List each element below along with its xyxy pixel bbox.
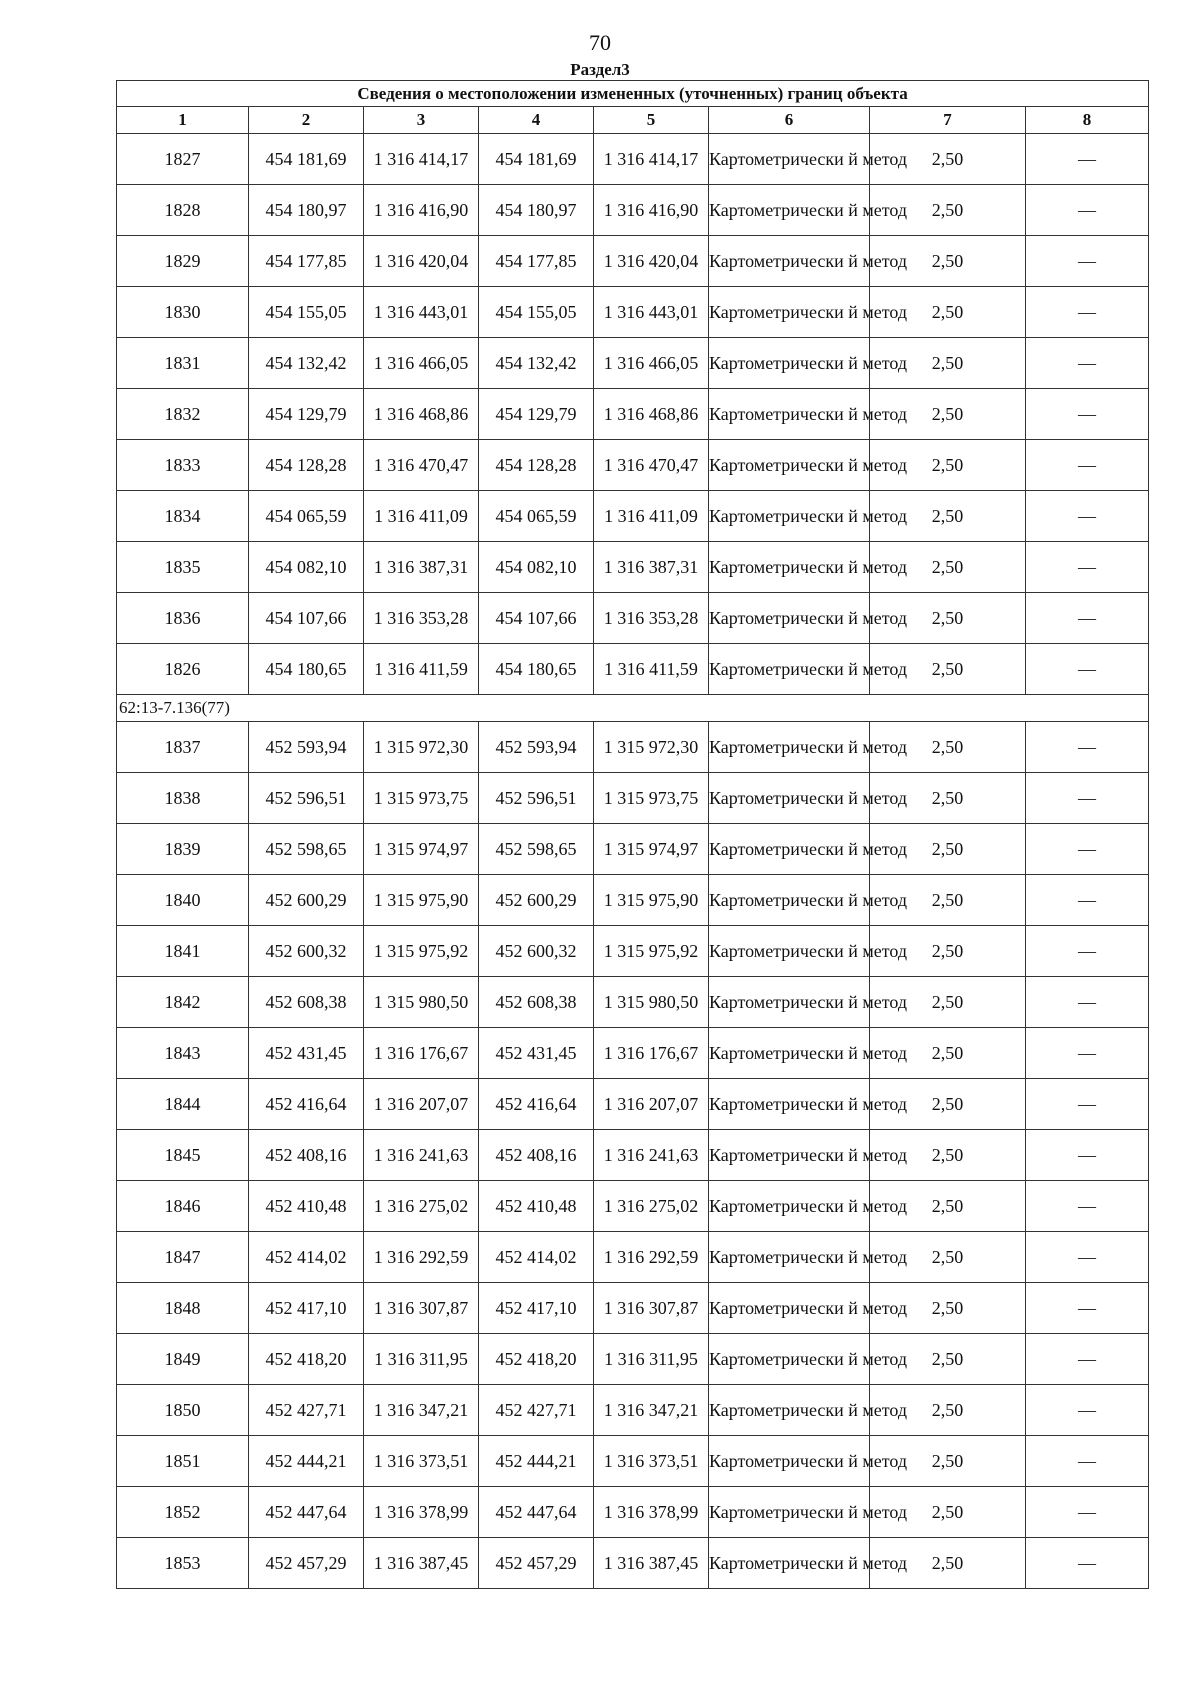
group-label: 62:13-7.136(77) — [117, 695, 1149, 722]
table-cell: 1836 — [117, 593, 249, 644]
table-cell: Картометрически й метод — [709, 1538, 870, 1589]
table-cell: 454 132,42 — [479, 338, 594, 389]
table-cell: 1 316 373,51 — [364, 1436, 479, 1487]
column-number: 7 — [870, 107, 1026, 134]
table-cell: 1 316 411,59 — [364, 644, 479, 695]
table-row — [117, 491, 1149, 542]
table-cell: Картометрически й метод — [709, 236, 870, 287]
table-cell: 452 447,64 — [249, 1487, 364, 1538]
table-cell: 1 316 353,28 — [364, 593, 479, 644]
table-cell: 1 316 378,99 — [594, 1487, 709, 1538]
table-row — [117, 1232, 1149, 1283]
table-cell: 452 417,10 — [479, 1283, 594, 1334]
table-cell: 1849 — [117, 1334, 249, 1385]
table-cell: Картометрически й метод — [709, 440, 870, 491]
table-cell: 1 315 980,50 — [364, 977, 479, 1028]
table-cell: — — [1026, 875, 1149, 926]
table-cell: 1851 — [117, 1436, 249, 1487]
table-cell: 1 316 311,95 — [364, 1334, 479, 1385]
table-cell: 1840 — [117, 875, 249, 926]
table-cell: 454 180,65 — [479, 644, 594, 695]
table-cell: Картометрически й метод — [709, 977, 870, 1028]
table-cell: 2,50 — [870, 593, 1026, 644]
table-cell: Картометрически й метод — [709, 773, 870, 824]
page-number: 70 — [589, 30, 611, 55]
table-row — [117, 875, 1149, 926]
table-cell: 454 177,85 — [479, 236, 594, 287]
table-cell: 452 427,71 — [249, 1385, 364, 1436]
table-cell: 1843 — [117, 1028, 249, 1079]
table-cell: 1 316 292,59 — [364, 1232, 479, 1283]
table-cell: 452 410,48 — [249, 1181, 364, 1232]
table-row — [117, 1283, 1149, 1334]
table-cell: 2,50 — [870, 1130, 1026, 1181]
table-cell: 1 316 411,09 — [364, 491, 479, 542]
table-cell: 1 316 207,07 — [594, 1079, 709, 1130]
group-header-row — [117, 695, 1149, 722]
table-cell: 1 316 387,45 — [364, 1538, 479, 1589]
table-cell: 1 316 420,04 — [594, 236, 709, 287]
table-cell: 454 181,69 — [479, 134, 594, 185]
table-cell: 454 128,28 — [479, 440, 594, 491]
table-cell: 1 315 975,92 — [594, 926, 709, 977]
table-cell: 2,50 — [870, 1079, 1026, 1130]
table-cell: 1 315 973,75 — [364, 773, 479, 824]
table-cell: 1 316 378,99 — [364, 1487, 479, 1538]
table-cell: 452 416,64 — [479, 1079, 594, 1130]
table-cell: — — [1026, 1232, 1149, 1283]
table-cell: 2,50 — [870, 926, 1026, 977]
table-cell: — — [1026, 542, 1149, 593]
table-cell: 1 316 241,63 — [364, 1130, 479, 1181]
table-cell: 1 316 420,04 — [364, 236, 479, 287]
table-cell: 2,50 — [870, 977, 1026, 1028]
table-cell: 1834 — [117, 491, 249, 542]
section-title: Раздел3 — [570, 60, 630, 79]
table-cell: 1 315 974,97 — [594, 824, 709, 875]
table-cell: Картометрически й метод — [709, 542, 870, 593]
table-cell: 452 457,29 — [249, 1538, 364, 1589]
table-row — [117, 389, 1149, 440]
table-cell: Картометрически й метод — [709, 185, 870, 236]
table-cell: 2,50 — [870, 644, 1026, 695]
table-cell: Картометрически й метод — [709, 287, 870, 338]
table-cell: 1 315 975,92 — [364, 926, 479, 977]
table-cell: — — [1026, 1436, 1149, 1487]
table-cell: 452 447,64 — [479, 1487, 594, 1538]
table-cell: 452 431,45 — [249, 1028, 364, 1079]
table-cell: Картометрически й метод — [709, 1283, 870, 1334]
table-cell: 452 600,29 — [249, 875, 364, 926]
table-row — [117, 1130, 1149, 1181]
table-cell: 1 316 275,02 — [364, 1181, 479, 1232]
table-cell: 1 315 973,75 — [594, 773, 709, 824]
table-cell: Картометрически й метод — [709, 1334, 870, 1385]
table-cell: Картометрически й метод — [709, 1130, 870, 1181]
table-cell: 1841 — [117, 926, 249, 977]
table-cell: Картометрически й метод — [709, 338, 870, 389]
table-cell: 1 316 347,21 — [594, 1385, 709, 1436]
column-number: 8 — [1026, 107, 1149, 134]
table-cell: 452 418,20 — [479, 1334, 594, 1385]
table-cell: 1837 — [117, 722, 249, 773]
column-number: 6 — [709, 107, 870, 134]
table-cell: — — [1026, 926, 1149, 977]
table-cell: 2,50 — [870, 1538, 1026, 1589]
table-cell: 1 315 975,90 — [594, 875, 709, 926]
table-cell: 452 593,94 — [479, 722, 594, 773]
table-cell: Картометрически й метод — [709, 1028, 870, 1079]
table-cell: 452 414,02 — [249, 1232, 364, 1283]
table-cell: Картометрически й метод — [709, 389, 870, 440]
table-cell: — — [1026, 1538, 1149, 1589]
table-cell: 1 316 275,02 — [594, 1181, 709, 1232]
table-cell: 452 416,64 — [249, 1079, 364, 1130]
table-row — [117, 236, 1149, 287]
table-cell: — — [1026, 722, 1149, 773]
table-cell: Картометрически й метод — [709, 875, 870, 926]
table-cell: 1 316 307,87 — [594, 1283, 709, 1334]
table-cell: 2,50 — [870, 1283, 1026, 1334]
table-cell: 452 608,38 — [249, 977, 364, 1028]
table-cell: 1842 — [117, 977, 249, 1028]
table-cell: 1 316 466,05 — [594, 338, 709, 389]
table-cell: 454 132,42 — [249, 338, 364, 389]
table-cell: 1 316 387,45 — [594, 1538, 709, 1589]
table-cell: 1831 — [117, 338, 249, 389]
table-cell: — — [1026, 1181, 1149, 1232]
table-cell: 2,50 — [870, 542, 1026, 593]
table-caption-row — [117, 81, 1149, 107]
table-cell: 452 414,02 — [479, 1232, 594, 1283]
table-cell: 1 316 414,17 — [594, 134, 709, 185]
table-cell: 1828 — [117, 185, 249, 236]
table-cell: 452 600,29 — [479, 875, 594, 926]
table-row — [117, 722, 1149, 773]
table-cell: 1847 — [117, 1232, 249, 1283]
table-row — [117, 287, 1149, 338]
column-number: 1 — [117, 107, 249, 134]
table-cell: Картометрически й метод — [709, 593, 870, 644]
table-cell: 1 316 416,90 — [364, 185, 479, 236]
table-cell: 454 082,10 — [479, 542, 594, 593]
table-cell: — — [1026, 491, 1149, 542]
table-cell: — — [1026, 773, 1149, 824]
coordinates-table — [116, 80, 1149, 1589]
table-cell: 1 315 972,30 — [594, 722, 709, 773]
table-cell: 1 316 468,86 — [364, 389, 479, 440]
table-cell: 454 155,05 — [249, 287, 364, 338]
table-cell: 1 315 975,90 — [364, 875, 479, 926]
table-cell: 2,50 — [870, 1385, 1026, 1436]
table-cell: 1839 — [117, 824, 249, 875]
table-cell: 2,50 — [870, 236, 1026, 287]
column-number: 2 — [249, 107, 364, 134]
table-row — [117, 824, 1149, 875]
table-cell: 2,50 — [870, 1334, 1026, 1385]
table-cell: 1830 — [117, 287, 249, 338]
table-cell: 452 444,21 — [479, 1436, 594, 1487]
table-cell: 452 598,65 — [249, 824, 364, 875]
table-cell: 1 316 443,01 — [364, 287, 479, 338]
table-cell: 452 417,10 — [249, 1283, 364, 1334]
table-cell: — — [1026, 1130, 1149, 1181]
table-row — [117, 134, 1149, 185]
table-cell: 454 180,97 — [479, 185, 594, 236]
table-cell: 2,50 — [870, 287, 1026, 338]
table-cell: 454 155,05 — [479, 287, 594, 338]
table-row — [117, 926, 1149, 977]
table-cell: — — [1026, 1028, 1149, 1079]
table-cell: 452 596,51 — [249, 773, 364, 824]
table-cell: 1848 — [117, 1283, 249, 1334]
table-cell: Картометрически й метод — [709, 722, 870, 773]
table-cell: 1 316 176,67 — [364, 1028, 479, 1079]
table-cell: — — [1026, 1334, 1149, 1385]
table-cell: Картометрически й метод — [709, 491, 870, 542]
table-cell: 2,50 — [870, 875, 1026, 926]
table-cell: 1850 — [117, 1385, 249, 1436]
table-cell: Картометрически й метод — [709, 1079, 870, 1130]
table-cell: 452 408,16 — [479, 1130, 594, 1181]
table-row — [117, 644, 1149, 695]
table-row — [117, 185, 1149, 236]
table-cell: 2,50 — [870, 1487, 1026, 1538]
table-cell: Картометрически й метод — [709, 644, 870, 695]
table-cell: 1827 — [117, 134, 249, 185]
table-cell: — — [1026, 338, 1149, 389]
table-cell: Картометрически й метод — [709, 1487, 870, 1538]
table-cell: 452 457,29 — [479, 1538, 594, 1589]
table-cell: 2,50 — [870, 134, 1026, 185]
table-cell: Картометрически й метод — [709, 926, 870, 977]
table-cell: 454 128,28 — [249, 440, 364, 491]
table-row — [117, 1436, 1149, 1487]
table-cell: — — [1026, 644, 1149, 695]
table-cell: 2,50 — [870, 824, 1026, 875]
table-cell: 1 316 466,05 — [364, 338, 479, 389]
table-row — [117, 773, 1149, 824]
table-cell: — — [1026, 236, 1149, 287]
table-cell: 454 107,66 — [479, 593, 594, 644]
table-cell: 1 315 974,97 — [364, 824, 479, 875]
table-cell: 452 410,48 — [479, 1181, 594, 1232]
column-number: 3 — [364, 107, 479, 134]
table-row — [117, 977, 1149, 1028]
table-cell: 1 316 411,59 — [594, 644, 709, 695]
table-cell: 1 316 470,47 — [364, 440, 479, 491]
table-row — [117, 1385, 1149, 1436]
table-cell: — — [1026, 440, 1149, 491]
table-cell: 1 316 443,01 — [594, 287, 709, 338]
table-cell: 2,50 — [870, 440, 1026, 491]
table-cell: 452 408,16 — [249, 1130, 364, 1181]
table-cell: 452 596,51 — [479, 773, 594, 824]
table-cell: 2,50 — [870, 1181, 1026, 1232]
table-cell: 1 316 307,87 — [364, 1283, 479, 1334]
table-cell: Картометрически й метод — [709, 1385, 870, 1436]
table-cell: Картометрически й метод — [709, 1232, 870, 1283]
table-cell: 1 316 414,17 — [364, 134, 479, 185]
table-row — [117, 1079, 1149, 1130]
table-cell: 1835 — [117, 542, 249, 593]
table-cell: 1 316 311,95 — [594, 1334, 709, 1385]
table-cell: — — [1026, 389, 1149, 440]
table-cell: 454 129,79 — [249, 389, 364, 440]
table-cell: Картометрически й метод — [709, 1436, 870, 1487]
table-cell: 1 316 176,67 — [594, 1028, 709, 1079]
table-cell: — — [1026, 1487, 1149, 1538]
table-cell: 454 180,65 — [249, 644, 364, 695]
table-cell: 454 065,59 — [479, 491, 594, 542]
table-cell: 1846 — [117, 1181, 249, 1232]
table-cell: 1 316 411,09 — [594, 491, 709, 542]
column-number: 5 — [594, 107, 709, 134]
table-body — [117, 134, 1149, 1589]
table-cell: 454 180,97 — [249, 185, 364, 236]
table-cell: 454 082,10 — [249, 542, 364, 593]
table-cell: Картометрически й метод — [709, 1181, 870, 1232]
table-cell: 1852 — [117, 1487, 249, 1538]
table-row — [117, 1028, 1149, 1079]
table-cell: Картометрически й метод — [709, 134, 870, 185]
table-cell: 1 316 353,28 — [594, 593, 709, 644]
table-cell: — — [1026, 1385, 1149, 1436]
table-cell: 452 427,71 — [479, 1385, 594, 1436]
table-row — [117, 593, 1149, 644]
table-row — [117, 1487, 1149, 1538]
table-cell: 1 316 207,07 — [364, 1079, 479, 1130]
table-row — [117, 440, 1149, 491]
table-cell: 452 431,45 — [479, 1028, 594, 1079]
table-cell: 2,50 — [870, 185, 1026, 236]
table-cell: 454 177,85 — [249, 236, 364, 287]
table-cell: 452 600,32 — [479, 926, 594, 977]
table-cell: 2,50 — [870, 338, 1026, 389]
table-cell: 1 316 468,86 — [594, 389, 709, 440]
table-cell: — — [1026, 134, 1149, 185]
table-cell: 454 065,59 — [249, 491, 364, 542]
table-cell: 454 181,69 — [249, 134, 364, 185]
table-cell: 1 316 347,21 — [364, 1385, 479, 1436]
table-cell: 1845 — [117, 1130, 249, 1181]
table-cell: — — [1026, 1283, 1149, 1334]
table-cell: 1853 — [117, 1538, 249, 1589]
table-cell: 452 444,21 — [249, 1436, 364, 1487]
table-cell: 1 315 972,30 — [364, 722, 479, 773]
table-cell: 2,50 — [870, 389, 1026, 440]
table-row — [117, 542, 1149, 593]
table-cell: 2,50 — [870, 1232, 1026, 1283]
table-cell: 1 316 241,63 — [594, 1130, 709, 1181]
table-cell: 1832 — [117, 389, 249, 440]
table-cell: 1844 — [117, 1079, 249, 1130]
table-row — [117, 338, 1149, 389]
table-cell: 1 315 980,50 — [594, 977, 709, 1028]
table-cell: 1826 — [117, 644, 249, 695]
table-cell: 1829 — [117, 236, 249, 287]
table-cell: 1838 — [117, 773, 249, 824]
table-cell: 452 418,20 — [249, 1334, 364, 1385]
table-row — [117, 1181, 1149, 1232]
table-cell: — — [1026, 824, 1149, 875]
table-cell: 452 598,65 — [479, 824, 594, 875]
table-cell: — — [1026, 593, 1149, 644]
table-cell: 1 316 292,59 — [594, 1232, 709, 1283]
table-cell: — — [1026, 185, 1149, 236]
column-number: 4 — [479, 107, 594, 134]
table-cell: 1 316 387,31 — [364, 542, 479, 593]
table-caption: Сведения о местоположении измененных (уточненных) границ объекта — [117, 81, 1149, 107]
table-cell: 454 107,66 — [249, 593, 364, 644]
table-cell: 1 316 470,47 — [594, 440, 709, 491]
table-cell: Картометрически й метод — [709, 824, 870, 875]
column-number-row — [117, 107, 1149, 134]
table-cell: 1 316 387,31 — [594, 542, 709, 593]
table-cell: 2,50 — [870, 1436, 1026, 1487]
table-cell: 2,50 — [870, 722, 1026, 773]
table-cell: 454 129,79 — [479, 389, 594, 440]
table-cell: 1 316 373,51 — [594, 1436, 709, 1487]
table-cell: — — [1026, 1079, 1149, 1130]
table-cell: 2,50 — [870, 1028, 1026, 1079]
table-cell: 452 608,38 — [479, 977, 594, 1028]
table-cell: 1 316 416,90 — [594, 185, 709, 236]
table-cell: 2,50 — [870, 491, 1026, 542]
table-row — [117, 1334, 1149, 1385]
table-row — [117, 1538, 1149, 1589]
table-cell: — — [1026, 977, 1149, 1028]
table-cell: 452 600,32 — [249, 926, 364, 977]
table-cell: — — [1026, 287, 1149, 338]
table-cell: 452 593,94 — [249, 722, 364, 773]
table-cell: 1833 — [117, 440, 249, 491]
table-cell: 2,50 — [870, 773, 1026, 824]
